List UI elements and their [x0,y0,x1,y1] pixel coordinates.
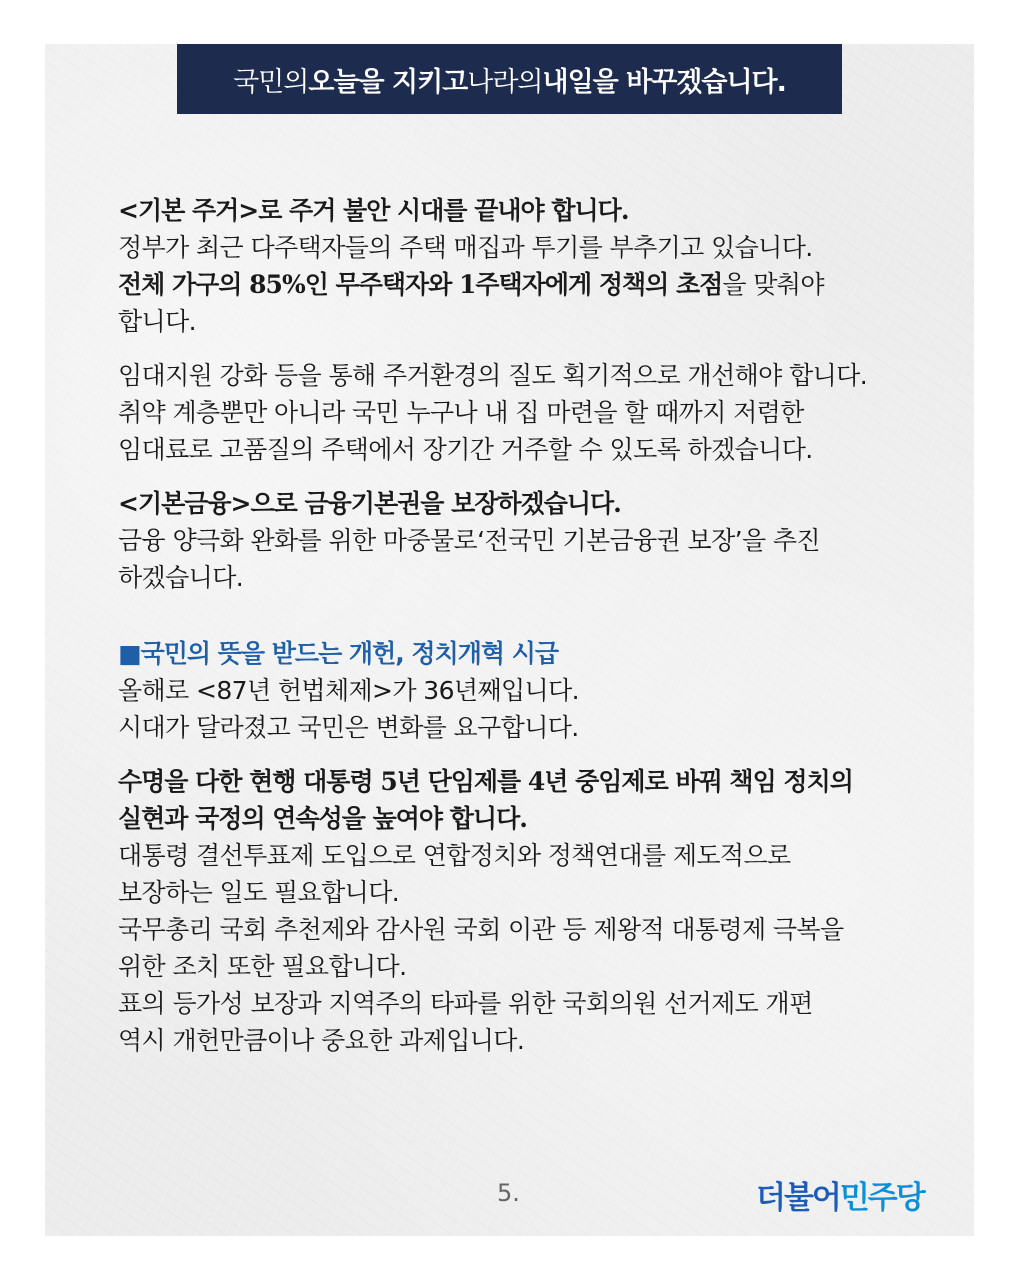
term-line-5: 표의 등가성 보장과 지역주의 타파를 위한 국회의원 선거제도 개편 [118,989,813,1018]
housing-line-2 [118,266,948,303]
banner-text-3: 나라의 [467,66,543,98]
rental-line-1: 임대지원 강화 등을 통해 주거환경의 질도 획기적으로 개선해야 합니다. [118,361,868,390]
page-number: 5. [497,1179,520,1207]
housing-line-2-bold: 전체 가구의 85%인 무주택자와 1주택자에게 정책의 초점 [118,270,723,299]
finance-line-2: 하겠습니다. [118,563,244,592]
term-section [118,763,948,1059]
housing-line-3: 합니다. [118,307,196,336]
header-banner [177,44,842,114]
main-content [118,192,948,1076]
term-line-3: 국무총리 국회 추천제와 감사원 국회 이관 등 제왕적 대통령제 극복을 [118,915,844,944]
reform-title: ■국민의 뜻을 받드는 개헌, 정치개혁 시급 [118,639,559,668]
party-logo [756,1172,924,1217]
term-bold-2: 실현과 국정의 연속성을 높여야 합니다. [118,804,527,833]
rental-line-2: 취약 계층뿐만 아니라 국민 누구나 내 집 마련을 할 때까지 저렴한 [118,398,804,427]
finance-section [118,485,948,596]
term-line-6: 역시 개헌만큼이나 중요한 과제입니다. [118,1026,525,1055]
reform-line-1: 올해로 <87년 헌법체제>가 36년째입니다. [118,676,580,705]
term-line-4: 위한 조치 또한 필요합니다. [118,952,407,981]
housing-line-2-rest: 을 맞춰야 [722,270,824,299]
housing-section [118,192,948,340]
reform-line-2: 시대가 달라졌고 국민은 변화를 요구합니다. [118,713,579,742]
term-line-1: 대통령 결선투표제 도입으로 연합정치와 정책연대를 제도적으로 [118,841,791,870]
housing-heading: <기본 주거>로 주거 불안 시대를 끝내야 합니다. [118,196,629,225]
logo-text-1: 더불어 [756,1180,840,1216]
rental-line-3: 임대료로 고품질의 주택에서 장기간 거주할 수 있도록 하겠습니다. [118,435,813,464]
banner-text-2: 오늘을 지키고 [308,66,468,98]
term-line-2: 보장하는 일도 필요합니다. [118,878,400,907]
logo-text-2: 민주당 [839,1180,924,1216]
reform-section [118,635,948,746]
housing-line-1: 정부가 최근 다주택자들의 주택 매집과 투기를 부추기고 있습니다. [118,233,813,262]
finance-line-1: 금융 양극화 완화를 위한 마중물로‘전국민 기본금융권 보장’을 추진 [118,526,820,555]
banner-text-1: 국민의 [233,66,309,98]
banner-text-4: 내일을 바꾸겠습니다. [542,66,786,98]
rental-section [118,357,948,468]
term-bold-1: 수명을 다한 현행 대통령 5년 단임제를 4년 중임제로 바꿔 책임 정치의 [118,767,853,796]
finance-heading: <기본금융>으로 금융기본권을 보장하겠습니다. [118,489,621,518]
